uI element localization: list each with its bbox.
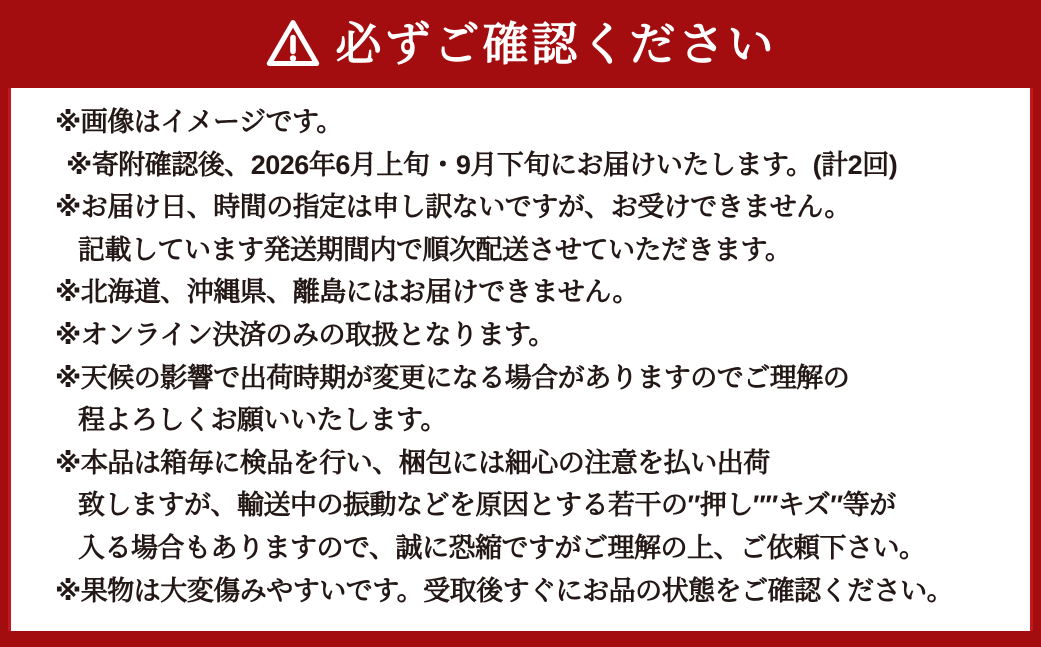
notice-line: ※天候の影響で出荷時期が変更になる場合がありますのでご理解の <box>55 362 850 393</box>
notice-line: 程よろしくお願いいたします。 <box>78 405 447 436</box>
notice-line: 記載しています発送期間内で順次配送させていただきます。 <box>78 234 792 265</box>
notice-line: 入る場合もありますので、誠に恐縮ですがご理解の上、ご依頼下さい。 <box>78 532 926 563</box>
notice-list <box>55 101 1020 612</box>
notice-panel <box>8 88 1033 631</box>
notice-line: ※お届け日、時間の指定は申し訳ないですが、お受けできません。 <box>55 192 851 223</box>
warning-triangle-icon <box>265 18 321 70</box>
notice-line: ※果物は大変傷みやすいです。受取後すぐにお品の状態をご確認ください。 <box>55 575 954 606</box>
notice-line: 致しますが、輸送中の振動などを原因とする若干の″押し″″キズ″等が <box>78 490 896 521</box>
notice-line: ※本品は箱毎に検品を行い、梱包には細心の注意を払い出荷 <box>55 447 770 478</box>
notice-line: ※北海道、沖縄県、離島にはお届けできません。 <box>55 277 639 308</box>
banner-title: 必ずご確認ください <box>335 18 777 70</box>
notice-line: ※オンライン決済のみの取扱となります。 <box>55 319 555 350</box>
notice-line: ※画像はイメージです。 <box>55 107 343 137</box>
banner <box>0 0 1041 88</box>
notice-line: ※寄附確認後、2026年6月上旬・9月下旬にお届けいたします。(計2回) <box>66 149 898 180</box>
